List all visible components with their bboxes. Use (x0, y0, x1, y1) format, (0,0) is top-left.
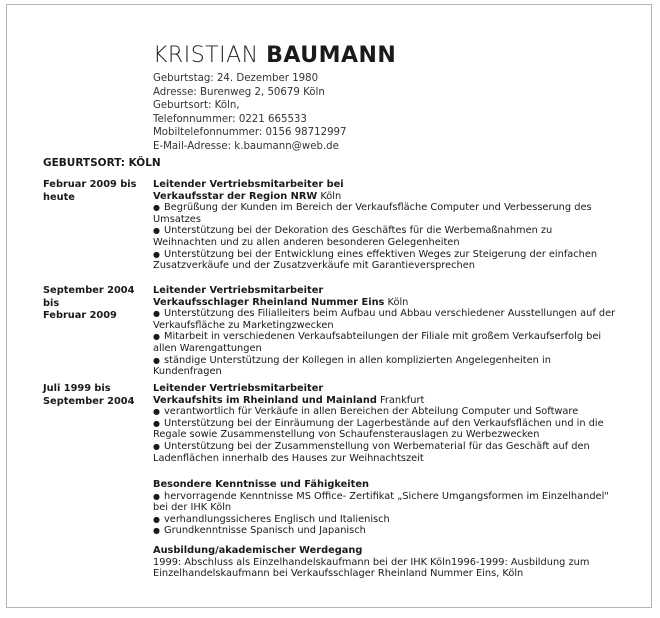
contact-mobile: Mobiltelefonnummer: 0156 98712997 (153, 127, 347, 138)
contact-birthday: Geburtstag: 24. Dezember 1980 (153, 73, 319, 84)
bullet-item (153, 308, 619, 331)
job-location: Köln (387, 296, 409, 308)
job-date (43, 383, 148, 408)
contact-birthplace: Geburtsort: Köln, (153, 100, 240, 111)
job-date-line: Februar 2009 bis (43, 179, 137, 190)
bullet-icon: ● (153, 332, 160, 342)
bullet-text: Grundkenntnisse Spanisch und Japanisch (164, 525, 366, 537)
section-title: GEBURTSORT: KÖLN (43, 157, 161, 169)
bullet-icon: ● (153, 514, 160, 524)
bullet-item (153, 202, 619, 225)
bullet-icon: ● (153, 249, 160, 259)
bullet-text: ständige Unterstützung der Kollegen in allen komplizierten Angelegenheiten in Kundenfragen (153, 354, 551, 378)
job-entry (153, 383, 619, 464)
bullet-icon: ● (153, 407, 160, 417)
job-entry (153, 179, 619, 272)
bullet-text: verhandlungssicheres Englisch und Italienisch (164, 513, 390, 525)
contact-address: Adresse: Burenweg 2, 50679 Köln (153, 86, 325, 98)
job-date (43, 285, 148, 323)
bullet-text: Unterstützung bei der Dekoration des Geschäftes für die Werbemaßnahmen zu Weihnachten und zu allen anderen besonderen Gelegenheiten (153, 225, 553, 248)
bullet-item (153, 331, 619, 354)
bullet-icon: ● (153, 309, 160, 319)
job-employer: Verkaufshits im Rheinland und Mainland (153, 394, 377, 406)
bullet-item (153, 491, 619, 514)
bullet-item (153, 441, 619, 464)
job-employer: Verkaufsschlager Rheinland Nummer Eins (153, 296, 385, 308)
job-employer-line (153, 395, 619, 407)
bullet-item (153, 355, 619, 378)
bullet-item (153, 514, 619, 526)
bullet-icon: ● (153, 226, 160, 236)
contact-block (153, 72, 347, 153)
contact-email: E-Mail-Adresse: k.baumann@web.de (153, 140, 339, 152)
job-employer: Verkaufsstar der Region NRW (153, 190, 318, 202)
job-date (43, 179, 148, 204)
bullet-text: Begrüßung der Kunden im Bereich der Verkaufsfläche Computer und Verbesserung des Umsatzes (153, 202, 592, 225)
job-title: Leitender Vertriebsmitarbeiter (153, 383, 324, 394)
job-date-line: Februar 2009 (43, 310, 117, 321)
job-employer-line (153, 297, 619, 309)
bullet-item (153, 406, 619, 418)
bullet-text: Unterstützung bei der Entwicklung eines effektiven Weges zur Steigerung der einfachen Zusatzverkäufe und der Zusatzverkäufe mit Garantieversprechen (153, 248, 598, 272)
bullet-item (153, 249, 619, 272)
bullet-text: Unterstützung bei der Einräumung der Lagerbestände auf den Verkaufsflächen und in die Regale sowie Zusammenstellung von Schaufensterauslagen zu Werbezwecken (153, 417, 604, 441)
job-date-line: Juli 1999 bis (43, 383, 111, 394)
applicant-name (153, 43, 396, 68)
job-date-line: September 2004 bis (43, 285, 135, 309)
job-date-line: September 2004 (43, 395, 135, 407)
bullet-text: hervorragende Kenntnisse MS Office- Zertifikat „Sichere Umgangsformen im Einzelhandel" bei der IHK Köln (153, 490, 609, 514)
bullet-icon: ● (153, 203, 160, 213)
bullet-icon: ● (153, 355, 160, 365)
bullet-icon: ● (153, 526, 160, 536)
bullet-item (153, 225, 619, 248)
bullet-icon: ● (153, 441, 160, 451)
job-date-line: heute (43, 191, 75, 203)
education-text: 1999: Abschluss als Einzelhandelskaufmann bei der IHK Köln1996-1999: Ausbildung zum Einzelhandelskaufmann bei Verkaufsschlager Rheinland Nummer Eins, Köln (153, 556, 590, 580)
bullet-text: verantwortlich für Verkäufe in allen Bereichen der Abteilung Computer und Software (164, 406, 579, 418)
bullet-icon: ● (153, 491, 160, 501)
bullet-text: Unterstützung bei der Zusammenstellung von Werbematerial für das Geschäft auf den Ladenflächen innerhalb des Hauses zur Weihnachtszeit (153, 440, 590, 464)
skills-section (153, 479, 619, 537)
last-name: BAUMANN (266, 43, 397, 68)
bullet-icon: ● (153, 418, 160, 428)
bullet-text: Unterstützung des Filialleiters beim Aufbau und Abbau verschiedener Ausstellungen auf der Verkaufsfläche zu Marketingzwecken (153, 308, 616, 331)
job-entry (153, 285, 619, 378)
job-title: Leitender Vertriebsmitarbeiter bei (153, 179, 344, 190)
job-location: Köln (320, 190, 342, 202)
job-title: Leitender Vertriebsmitarbeiter (153, 285, 324, 296)
contact-phone: Telefonnummer: 0221 665533 (153, 113, 307, 125)
resume-page (6, 4, 652, 608)
skills-heading: Besondere Kenntnisse und Fähigkeiten (153, 479, 369, 490)
first-name: KRISTIAN (153, 43, 259, 68)
job-location: Frankfurt (379, 394, 425, 406)
bullet-item (153, 418, 619, 441)
bullet-item (153, 525, 619, 537)
education-heading: Ausbildung/akademischer Werdegang (153, 545, 363, 556)
education-section (153, 545, 619, 580)
bullet-text: Mitarbeit in verschiedenen Verkaufsabteilungen der Filiale mit großem Verkaufserfolg bei allen Warengattungen (153, 331, 602, 354)
job-employer-line (153, 191, 619, 203)
